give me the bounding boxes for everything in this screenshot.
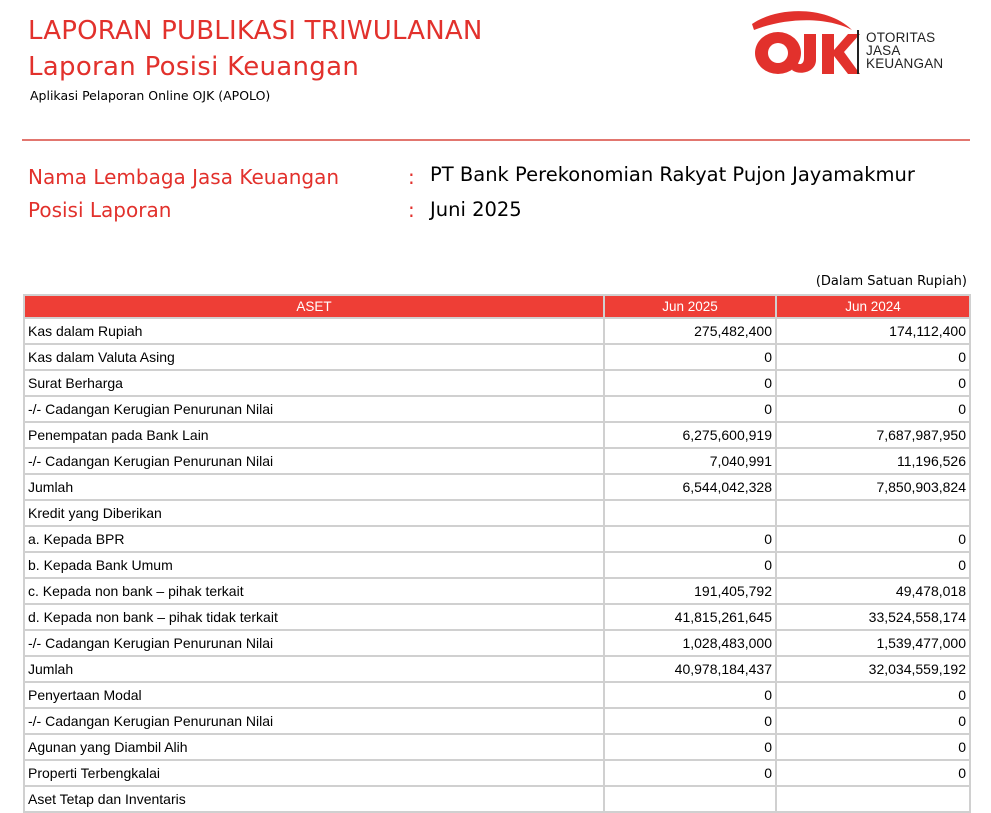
table-row	[25, 709, 969, 733]
row-label: Penyertaan Modal	[25, 683, 603, 707]
value-jun-2024: 0	[777, 683, 969, 707]
value-jun-2025: 0	[605, 735, 775, 759]
row-label: Jumlah	[25, 657, 603, 681]
value-jun-2025: 0	[605, 397, 775, 421]
period-colon: :	[408, 198, 415, 222]
row-label: c. Kepada non bank – pihak terkait	[25, 579, 603, 603]
table-row	[25, 735, 969, 759]
value-jun-2024: 174,112,400	[777, 319, 969, 343]
row-label: Penempatan pada Bank Lain	[25, 423, 603, 447]
value-jun-2024: 7,850,903,824	[777, 475, 969, 499]
value-jun-2024: 0	[777, 371, 969, 395]
value-jun-2024: 33,524,558,174	[777, 605, 969, 629]
row-label: b. Kepada Bank Umum	[25, 553, 603, 577]
logo-word-jasa: JASA	[866, 43, 901, 58]
value-jun-2025	[605, 501, 775, 525]
row-label: a. Kepada BPR	[25, 527, 603, 551]
institution-label: Nama Lembaga Jasa Keuangan	[28, 165, 339, 189]
value-jun-2025: 0	[605, 371, 775, 395]
row-label: Surat Berharga	[25, 371, 603, 395]
row-label: -/- Cadangan Kerugian Penurunan Nilai	[25, 709, 603, 733]
table-row	[25, 761, 969, 785]
value-jun-2025: 0	[605, 709, 775, 733]
table-row	[25, 657, 969, 681]
table-row	[25, 501, 969, 525]
value-jun-2024: 0	[777, 761, 969, 785]
logo-word-keuangan: KEUANGAN	[866, 56, 944, 71]
value-jun-2025: 0	[605, 761, 775, 785]
table-row	[25, 319, 969, 343]
value-jun-2024: 11,196,526	[777, 449, 969, 473]
value-jun-2024: 0	[777, 553, 969, 577]
table-row	[25, 423, 969, 447]
value-jun-2024: 0	[777, 345, 969, 369]
table-row	[25, 371, 969, 395]
institution-value: PT Bank Perekonomian Rakyat Pujon Jayamakmur	[430, 163, 915, 186]
table-row	[25, 449, 969, 473]
value-jun-2024: 32,034,559,192	[777, 657, 969, 681]
value-jun-2024: 49,478,018	[777, 579, 969, 603]
table-row	[25, 787, 969, 811]
column-header-aset: ASET	[25, 296, 603, 317]
institution-colon: :	[408, 165, 415, 189]
table-row	[25, 345, 969, 369]
value-jun-2025: 275,482,400	[605, 319, 775, 343]
row-label: -/- Cadangan Kerugian Penurunan Nilai	[25, 631, 603, 655]
value-jun-2024: 0	[777, 709, 969, 733]
balance-sheet-table	[23, 294, 971, 813]
value-jun-2025: 6,275,600,919	[605, 423, 775, 447]
value-jun-2024: 0	[777, 397, 969, 421]
value-jun-2025: 0	[605, 345, 775, 369]
report-title: LAPORAN PUBLIKASI TRIWULANAN	[28, 16, 483, 46]
row-label: Properti Terbengkalai	[25, 761, 603, 785]
row-label: Kredit yang Diberikan	[25, 501, 603, 525]
value-jun-2025	[605, 787, 775, 811]
value-jun-2025: 41,815,261,645	[605, 605, 775, 629]
value-jun-2024: 0	[777, 735, 969, 759]
table-header-row	[25, 296, 969, 317]
table-row	[25, 527, 969, 551]
row-label: Jumlah	[25, 475, 603, 499]
unit-note: (Dalam Satuan Rupiah)	[815, 274, 967, 289]
period-value: Juni 2025	[430, 198, 522, 221]
value-jun-2024	[777, 501, 969, 525]
row-label: Agunan yang Diambil Alih	[25, 735, 603, 759]
value-jun-2025: 7,040,991	[605, 449, 775, 473]
table-row	[25, 683, 969, 707]
table-row	[25, 579, 969, 603]
report-subtitle: Laporan Posisi Keuangan	[28, 52, 360, 82]
row-label: -/- Cadangan Kerugian Penurunan Nilai	[25, 397, 603, 421]
value-jun-2024: 1,539,477,000	[777, 631, 969, 655]
period-label: Posisi Laporan	[28, 198, 172, 222]
row-label: Kas dalam Valuta Asing	[25, 345, 603, 369]
application-name: Aplikasi Pelaporan Online OJK (APOLO)	[30, 88, 271, 103]
value-jun-2024: 0	[777, 527, 969, 551]
table-row	[25, 475, 969, 499]
value-jun-2025: 6,544,042,328	[605, 475, 775, 499]
table-row	[25, 553, 969, 577]
logo-word-otoritas: OTORITAS	[866, 30, 936, 45]
value-jun-2024	[777, 787, 969, 811]
value-jun-2024: 7,687,987,950	[777, 423, 969, 447]
row-label: d. Kepada non bank – pihak tidak terkait	[25, 605, 603, 629]
table-row	[25, 631, 969, 655]
value-jun-2025: 40,978,184,437	[605, 657, 775, 681]
column-header-jun-2025: Jun 2025	[605, 296, 775, 317]
value-jun-2025: 0	[605, 527, 775, 551]
logo-wordmark	[866, 31, 943, 70]
row-label: -/- Cadangan Kerugian Penurunan Nilai	[25, 449, 603, 473]
logo-divider	[857, 30, 859, 74]
value-jun-2025: 191,405,792	[605, 579, 775, 603]
row-label: Kas dalam Rupiah	[25, 319, 603, 343]
value-jun-2025: 0	[605, 683, 775, 707]
row-label: Aset Tetap dan Inventaris	[25, 787, 603, 811]
column-header-jun-2024: Jun 2024	[777, 296, 969, 317]
value-jun-2025: 1,028,483,000	[605, 631, 775, 655]
header-divider	[22, 139, 970, 141]
value-jun-2025: 0	[605, 553, 775, 577]
table-row	[25, 397, 969, 421]
table-row	[25, 605, 969, 629]
